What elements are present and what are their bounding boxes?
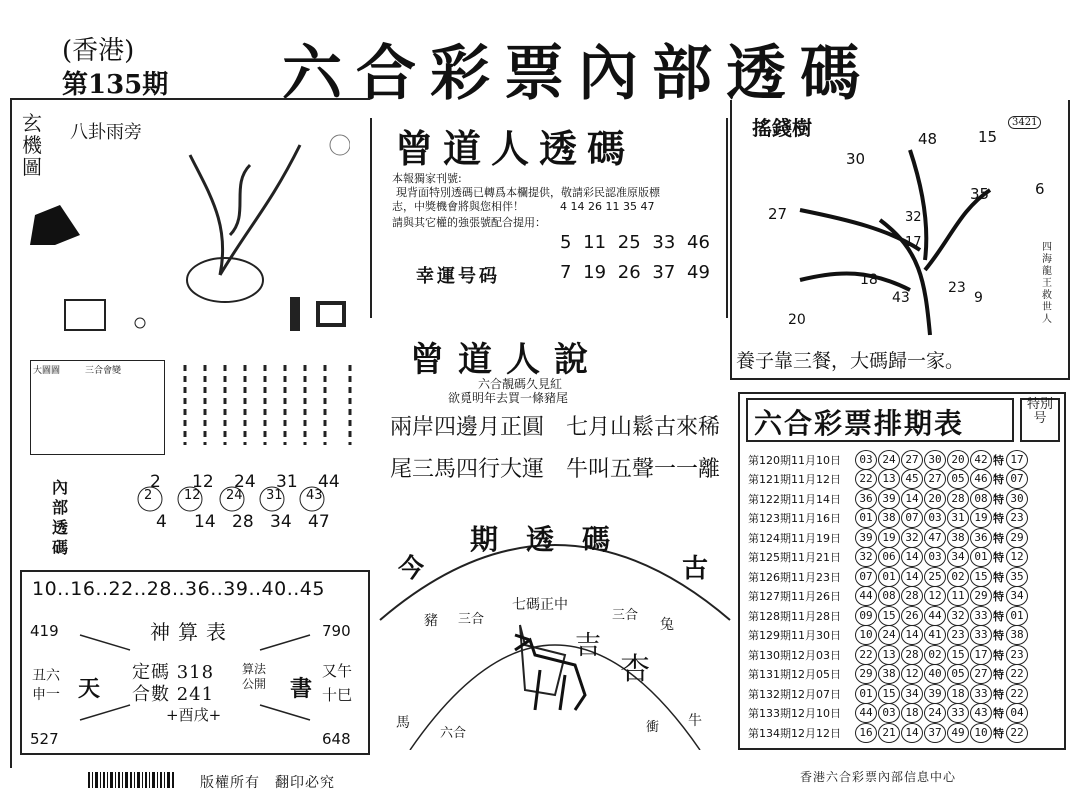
- schedule-ball: 18: [901, 703, 923, 723]
- tree-num-35: 35: [970, 185, 990, 203]
- region-label: (香港): [62, 36, 135, 66]
- special-label: 特別号: [1026, 397, 1053, 426]
- horse-label: 馬: [396, 715, 410, 731]
- schedule-ball: 33: [970, 625, 992, 645]
- schedule-ball: 19: [878, 528, 900, 548]
- schedule-row-label: 第131期12月05日: [748, 668, 841, 681]
- notice-l1: 本報獨家刊號:: [392, 172, 462, 185]
- special-marker: 特: [993, 531, 1004, 545]
- schedule-ball: 15: [878, 606, 900, 626]
- side-label: 內部透碼: [52, 478, 69, 557]
- schedule-ball: 34: [947, 547, 969, 567]
- poem-line-2: 欲覓明年去買一條豬尾: [448, 391, 569, 405]
- rabbit-label: 兔: [660, 617, 674, 633]
- schedule-special-ball: 23: [1006, 645, 1028, 665]
- tree-num-20: 20: [788, 312, 806, 328]
- calc-left-mid-a: 丑六: [32, 668, 60, 684]
- schedule-special-ball: 38: [1006, 625, 1028, 645]
- calc-center-l1: 定碼 318: [132, 662, 215, 683]
- calc-arrows: [20, 570, 370, 755]
- calc-numbers-line: 10..16..22..28..36..39..40..45: [32, 578, 325, 600]
- schedule-ball: 07: [901, 508, 923, 528]
- schedule-ball: 19: [970, 508, 992, 528]
- schedule-special-ball: 22: [1006, 723, 1028, 743]
- notice-l3: 志，中獎機會將與您相伴！: [392, 200, 524, 213]
- schedule-ball: 17: [970, 645, 992, 665]
- special-marker: 特: [993, 512, 1004, 525]
- schedule-row: [748, 626, 1028, 645]
- calc-left-top: 419: [30, 622, 59, 640]
- schedule-ball: 03: [855, 450, 877, 470]
- bagua-image: [25, 200, 85, 250]
- tree-num-32: 32: [905, 210, 922, 225]
- tree-poem: 養子靠三餐，大碼歸一家。: [736, 350, 965, 372]
- schedule-row-label: 第130期12月03日: [748, 648, 841, 662]
- sanhe-left: 三合: [458, 612, 485, 627]
- schedule-ball: 47: [924, 528, 946, 548]
- schedule-row-label: 第129期11月30日: [748, 629, 841, 642]
- special-marker: 特: [993, 492, 1004, 506]
- arc-title: 期透碼: [470, 523, 639, 556]
- bagua-label: 八卦雨旁: [70, 122, 142, 143]
- schedule-row: [748, 470, 1028, 489]
- schedule-row-label: 第121期11月12日: [748, 473, 841, 486]
- schedule-ball: 09: [855, 606, 877, 626]
- schedule-ball: 38: [878, 508, 900, 528]
- schedule-row-label: 第125期11月21日: [748, 551, 841, 564]
- verse-2b: 牛叫五聲一一離: [566, 457, 721, 482]
- schedule-ball: 15: [970, 567, 992, 587]
- schedule-ball: 14: [901, 723, 923, 743]
- tree-num-18: 18: [860, 272, 878, 288]
- schedule-ball: 38: [947, 528, 969, 548]
- schedule-ball: 25: [924, 567, 946, 587]
- calc-right-top: 790: [322, 622, 351, 640]
- arc-sub: 七碼正中: [512, 597, 568, 613]
- schedule-ball: 32: [901, 528, 923, 548]
- banner-tousma: 曾道人透碼: [395, 126, 636, 171]
- schedule-row: [748, 665, 1028, 684]
- schedule-row: [748, 450, 1028, 469]
- special-marker: 特: [993, 551, 1004, 564]
- schedule-row: [748, 567, 1028, 586]
- tree-num-30: 30: [846, 150, 866, 168]
- schedule-ball: 39: [924, 684, 946, 704]
- schedule-ball: 33: [970, 606, 992, 626]
- schedule-ball: 03: [878, 703, 900, 723]
- schedule-ball: 33: [947, 703, 969, 723]
- schedule-ball: 34: [901, 684, 923, 704]
- schedule-row: [748, 704, 1028, 723]
- schedule-ball: 43: [970, 703, 992, 723]
- special-marker: 特: [993, 726, 1004, 740]
- schedule-ball: 42: [970, 450, 992, 470]
- page-title: 六合彩票內部透碼: [282, 39, 874, 109]
- calc-title: 神算表: [150, 620, 234, 644]
- schedule-ball: 31: [947, 508, 969, 528]
- liuhe-label: 六合: [440, 726, 467, 741]
- schedule-ball: 03: [924, 508, 946, 528]
- schedule-row-label: 第123期11月16日: [748, 512, 841, 525]
- schedule-ball: 14: [901, 567, 923, 587]
- schedule-row: [748, 587, 1028, 606]
- chong-label: 衝: [646, 720, 660, 735]
- special-marker: 特: [993, 707, 1004, 720]
- tree-num-9: 9: [974, 290, 983, 306]
- schedule-ball: 12: [901, 664, 923, 684]
- schedule-ball: 22: [855, 645, 877, 665]
- schedule-ball: 18: [947, 684, 969, 704]
- schedule-ball: 03: [924, 547, 946, 567]
- schedule-ball: 23: [947, 625, 969, 645]
- schedule-row: [748, 548, 1028, 567]
- schedule-ball: 49: [947, 723, 969, 743]
- barcode-icon: [88, 772, 178, 788]
- special-marker: 特: [993, 687, 1004, 701]
- special-marker: 特: [993, 590, 1004, 603]
- calc-left-mid-c: 天: [78, 676, 101, 702]
- schedule-ball: 40: [924, 664, 946, 684]
- special-marker: 特: [993, 453, 1004, 467]
- schedule-row-label: 第127期11月26日: [748, 590, 841, 603]
- schedule-special-ball: 04: [1006, 703, 1028, 723]
- schedule-ball: 12: [924, 586, 946, 606]
- tree-num-43: 43: [892, 290, 910, 306]
- special-marker: 特: [993, 609, 1004, 623]
- plant-illustration: [150, 115, 350, 315]
- arc-right: 古: [682, 554, 709, 584]
- schedule-ball: 32: [947, 606, 969, 626]
- mini-title-1: 大圖圖: [33, 366, 61, 376]
- schedule-ball: 01: [878, 567, 900, 587]
- notice-l2: 現背面特別透碼已轉爲本欄提供，敬請彩民認准原版標: [396, 186, 660, 199]
- xuanji-label: 玄機圖: [22, 111, 42, 179]
- schedule-ball: 21: [878, 723, 900, 743]
- schedule-ball: 26: [901, 606, 923, 626]
- schedule-ball: 16: [855, 723, 877, 743]
- schedule-ball: 27: [970, 664, 992, 684]
- mini-title-2: 三合會變: [85, 366, 122, 376]
- lucky-row-1: 5 11 25 33 46: [560, 232, 710, 253]
- schedule-ball: 13: [878, 645, 900, 665]
- schedule-ball: 32: [855, 547, 877, 567]
- schedule-ball: 01: [855, 508, 877, 528]
- schedule-ball: 22: [855, 469, 877, 489]
- schedule-ball: 20: [947, 450, 969, 470]
- schedule-ball: 37: [924, 723, 946, 743]
- schedule-ball: 29: [855, 664, 877, 684]
- calc-left-mid-b: 申一: [32, 687, 60, 703]
- schedule-row-label: 第132期12月07日: [748, 687, 841, 701]
- verse-2a: 尾三馬四行大運: [390, 457, 545, 482]
- schedule-special-ball: 07: [1006, 469, 1028, 489]
- calc-right-mid-c: 十巳: [322, 686, 353, 704]
- big-char-2: 杏: [620, 652, 650, 687]
- ox-label: 牛: [688, 713, 702, 729]
- schedule-row-label: 第133期12月10日: [748, 707, 841, 720]
- schedule-ball: 36: [970, 528, 992, 548]
- special-marker: 特: [993, 629, 1004, 642]
- schedule-row-label: 第134期12月12日: [748, 726, 841, 740]
- vertical-text-columns: [180, 360, 370, 455]
- schedule-special-ball: 22: [1006, 664, 1028, 684]
- poem-line-1: 六合靚碼久見紅: [478, 377, 563, 391]
- schedule-ball: 30: [924, 450, 946, 470]
- pig-label: 豬: [424, 613, 438, 629]
- schedule-ball: 27: [901, 450, 923, 470]
- schedule-special-ball: 30: [1006, 489, 1028, 509]
- tree-num-17: 17: [905, 235, 922, 250]
- schedule-row: [748, 684, 1028, 703]
- schedule-row: [748, 723, 1028, 742]
- balls-bot: 4 14 28 34 47: [156, 512, 330, 532]
- special-marker: 特: [993, 648, 1004, 662]
- schedule-ball: 28: [901, 645, 923, 665]
- basket-image: [40, 285, 150, 335]
- balls-mid: 2 12 24 31 43: [144, 488, 323, 503]
- schedule-ball: 24: [878, 625, 900, 645]
- schedule-row: [748, 489, 1028, 508]
- schedule-ball: 10: [855, 625, 877, 645]
- schedule-ball: 46: [970, 469, 992, 489]
- schedule-special-ball: 29: [1006, 528, 1028, 548]
- schedule-ball: 33: [970, 684, 992, 704]
- verse-1a: 兩岸四邊月正圓: [390, 415, 545, 440]
- schedule-ball: 38: [878, 664, 900, 684]
- schedule-ball: 24: [924, 703, 946, 723]
- banner-shuo: 曾道人說: [410, 340, 602, 380]
- schedule-row: [748, 509, 1028, 528]
- notice-l4: 請與其它權的強張號配合提用：: [392, 216, 546, 229]
- schedule-ball: 06: [878, 547, 900, 567]
- schedule-ball: 07: [855, 567, 877, 587]
- big-char-1: 吉: [575, 631, 602, 661]
- schedule-ball: 24: [878, 450, 900, 470]
- schedule-ball: 05: [947, 664, 969, 684]
- publisher: 香港六合彩票內部信息中心: [800, 770, 957, 784]
- calc-right-mid-b: 又午: [322, 662, 353, 680]
- money-tree-title: 搖錢樹: [752, 116, 812, 140]
- special-marker: 特: [993, 570, 1004, 584]
- schedule-ball: 20: [924, 489, 946, 509]
- schedule-ball: 08: [878, 586, 900, 606]
- calc-center-l3: +酉戌+: [166, 706, 222, 724]
- scribble-numbers: 4 14 26 11 35 47: [560, 200, 655, 213]
- schedule-ball: 13: [878, 469, 900, 489]
- schedule-row-label: 第128期11月28日: [748, 609, 841, 623]
- schedule-ball: 44: [924, 606, 946, 626]
- tree-num-23: 23: [948, 280, 966, 296]
- tree-num-48: 48: [918, 130, 938, 148]
- schedule-special-ball: 35: [1006, 567, 1028, 587]
- arc-left: 今: [398, 554, 425, 584]
- schedule-row-label: 第122期11月14日: [748, 492, 841, 506]
- schedule-ball: 29: [970, 586, 992, 606]
- schedule-ball: 14: [901, 547, 923, 567]
- tree-num-15: 15: [978, 128, 998, 146]
- schedule-ball: 05: [947, 469, 969, 489]
- schedule-row-label: 第120期11月10日: [748, 453, 841, 467]
- tree-illustration: [760, 140, 1010, 340]
- bracket-icon: [288, 295, 358, 335]
- schedule-special-ball: 01: [1006, 606, 1028, 626]
- schedule-ball: 28: [947, 489, 969, 509]
- tree-num-27: 27: [768, 205, 788, 223]
- schedule-ball: 14: [901, 625, 923, 645]
- schedule-ball: 44: [855, 586, 877, 606]
- schedule-ball: 45: [901, 469, 923, 489]
- tree-side-note: 四海龍王救世人: [1042, 242, 1052, 325]
- calc-right-mid-a: 書: [290, 676, 313, 702]
- copyright: 版權所有 翻印必究: [200, 775, 335, 791]
- calc-right-bot: 648: [322, 730, 351, 748]
- schedule-row: [748, 645, 1028, 664]
- issue-number: 第135期: [62, 70, 169, 100]
- schedule-ball: 39: [855, 528, 877, 548]
- schedule-ball: 15: [878, 684, 900, 704]
- schedule-special-ball: 34: [1006, 586, 1028, 606]
- schedule-row: [748, 606, 1028, 625]
- schedule-row-label: 第126期11月23日: [748, 570, 841, 584]
- sanhe-right: 三合: [612, 608, 639, 623]
- tree-badge: 3421: [1008, 116, 1041, 129]
- schedule-ball: 11: [947, 586, 969, 606]
- special-marker: 特: [993, 473, 1004, 486]
- calc-left-bot: 527: [30, 730, 59, 748]
- schedule-ball: 44: [855, 703, 877, 723]
- schedule-special-ball: 23: [1006, 508, 1028, 528]
- schedule-ball: 28: [901, 586, 923, 606]
- schedule-ball: 14: [901, 489, 923, 509]
- schedule-ball: 01: [970, 547, 992, 567]
- schedule-ball: 02: [947, 567, 969, 587]
- schedule-row-label: 第124期11月19日: [748, 531, 841, 545]
- schedule-title: 六合彩票排期表: [754, 407, 965, 440]
- schedule-ball: 15: [947, 645, 969, 665]
- calc-center-side: 算法公開: [242, 662, 267, 691]
- schedule-ball: 08: [970, 489, 992, 509]
- verse-1b: 七月山鬆古來稀: [566, 415, 721, 440]
- schedule-ball: 27: [924, 469, 946, 489]
- schedule-ball: 39: [878, 489, 900, 509]
- schedule-ball: 36: [855, 489, 877, 509]
- lucky-label: 幸運号码: [416, 266, 500, 287]
- tree-num-6: 6: [1035, 180, 1045, 198]
- schedule-special-ball: 17: [1006, 450, 1028, 470]
- schedule-ball: 01: [855, 684, 877, 704]
- schedule-row: [748, 528, 1028, 547]
- schedule-ball: 10: [970, 723, 992, 743]
- calc-center-l2: 合數 241: [132, 684, 215, 705]
- lucky-row-2: 7 19 26 37 49: [560, 262, 710, 283]
- schedule-special-ball: 12: [1006, 547, 1028, 567]
- schedule-special-ball: 22: [1006, 684, 1028, 704]
- balls-top: 2 12 24 31 44: [150, 472, 340, 492]
- schedule-ball: 41: [924, 625, 946, 645]
- special-marker: 特: [993, 668, 1004, 681]
- schedule-ball: 02: [924, 645, 946, 665]
